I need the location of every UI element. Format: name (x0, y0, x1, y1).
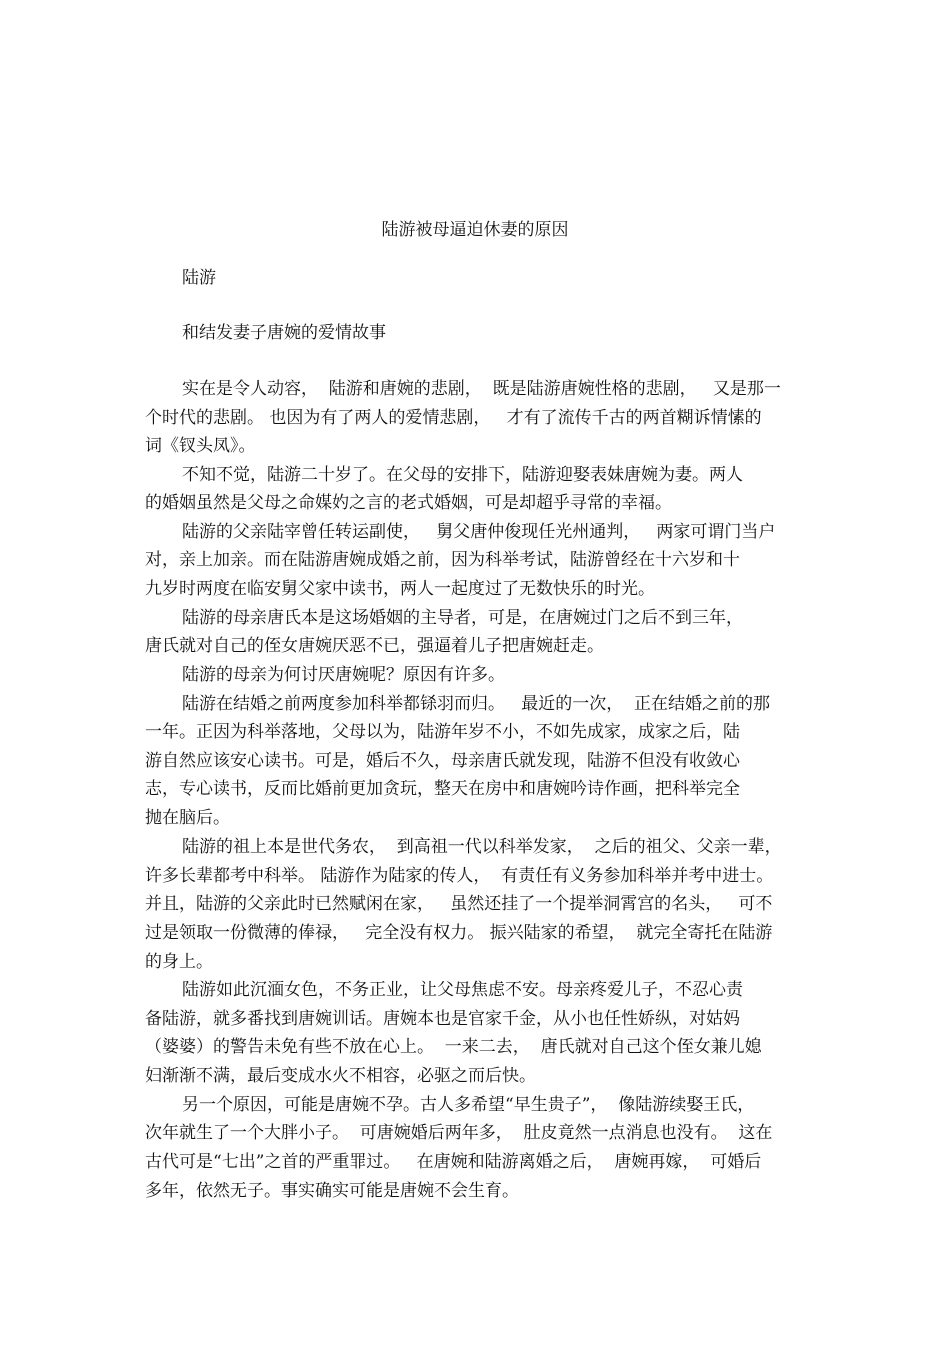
text-line: 实在是令人动容， 陆游和唐婉的悲剧， 既是陆游唐婉性格的悲剧， 又是那一 (182, 379, 781, 399)
text-line: 的身上。 (145, 952, 213, 972)
author-line: 陆游 (182, 268, 216, 288)
text-line: 的婚姻虽然是父母之命媒妁之言的老式婚姻，可是却超乎寻常的幸福。 (145, 493, 672, 513)
text-line: 陆游的母亲唐氏本是这场婚姻的主导者，可是，在唐婉过门之后不到三年， (182, 608, 743, 628)
text-line: 对，亲上加亲。而在陆游唐婉成婚之前，因为科举考试，陆游曾经在十六岁和十 (145, 550, 740, 570)
text-line: 一年。正因为科举落地，父母以为，陆游年岁不小，不如先成家，成家之后，陆 (145, 722, 740, 742)
text-line: 许多长辈都考中科举。 陆游作为陆家的传人， 有责任有义务参加科举并考中进士。 (145, 866, 774, 886)
text-line: 抛在脑后。 (145, 808, 230, 828)
text-line: 个时代的悲剧。 也因为有了两人的爱情悲剧， 才有了流传千古的两首糊诉情愫的 (145, 408, 762, 428)
text-line: 过是领取一份微薄的俸禄， 完全没有权力。 振兴陆家的希望， 就完全寄托在陆游 (145, 923, 773, 943)
subtitle-line: 和结发妻子唐婉的爱情故事 (182, 323, 386, 343)
text-line: 九岁时两度在临安舅父家中读书，两人一起度过了无数快乐的时光。 (145, 579, 655, 599)
text-line: 备陆游，就多番找到唐婉训话。唐婉本也是官家千金，从小也任性娇纵，对姑妈 (145, 1009, 740, 1029)
text-line: （婆婆）的警告未免有些不放在心上。 一来二去， 唐氏就对自己这个侄女兼儿媳 (145, 1037, 762, 1057)
text-line: 陆游的父亲陆宰曾任转运副使， 舅父唐仲俊现任光州通判， 两家可谓门当户 (182, 522, 776, 542)
text-line: 陆游在结婚之前两度参加科举都铩羽而归。 最近的一次， 正在结婚之前的那 (182, 694, 771, 714)
text-line: 陆游如此沉湎女色，不务正业，让父母焦虑不安。母亲疼爱儿子，不忍心责 (182, 980, 743, 1000)
text-line: 词《钗头凤》。 (145, 436, 256, 456)
text-line: 游自然应该安心读书。可是，婚后不久，母亲唐氏就发现，陆游不但没有收敛心 (145, 751, 740, 771)
text-line: 不知不觉，陆游二十岁了。在父母的安排下，陆游迎娶表妹唐婉为妻。两人 (182, 465, 743, 485)
text-line: 多年，依然无子。事实确实可能是唐婉不会生育。 (145, 1181, 519, 1201)
text-line: 妇渐渐不满，最后变成水火不相容，必驱之而后快。 (145, 1066, 536, 1086)
text-line: 并且，陆游的父亲此时已然赋闲在家， 虽然还挂了一个提举洞霄宫的名头， 可不 (145, 894, 773, 914)
text-line: 次年就生了一个大胖小子。 可唐婉婚后两年多， 肚皮竟然一点消息也没有。 这在 (145, 1123, 773, 1143)
text-line: 陆游的母亲为何讨厌唐婉呢？原因有许多。 (182, 665, 505, 685)
text-line: 志，专心读书，反而比婚前更加贪玩，整天在房中和唐婉吟诗作画，把科举完全 (145, 779, 740, 799)
document-title: 陆游被母逼迫休妻的原因 (381, 220, 569, 240)
text-line: 唐氏就对自己的侄女唐婉厌恶不已，强逼着儿子把唐婉赶走。 (145, 636, 604, 656)
text-line: 古代可是“七出”之首的严重罪过。 在唐婉和陆游离婚之后， 唐婉再嫁， 可婚后 (145, 1152, 762, 1172)
text-line: 另一个原因，可能是唐婉不孕。古人多希望“早生贵子”， 像陆游续娶王氏， (182, 1095, 755, 1115)
text-line: 陆游的祖上本是世代务农， 到高祖一代以科举发家， 之后的祖父、父亲一辈， (182, 837, 782, 857)
